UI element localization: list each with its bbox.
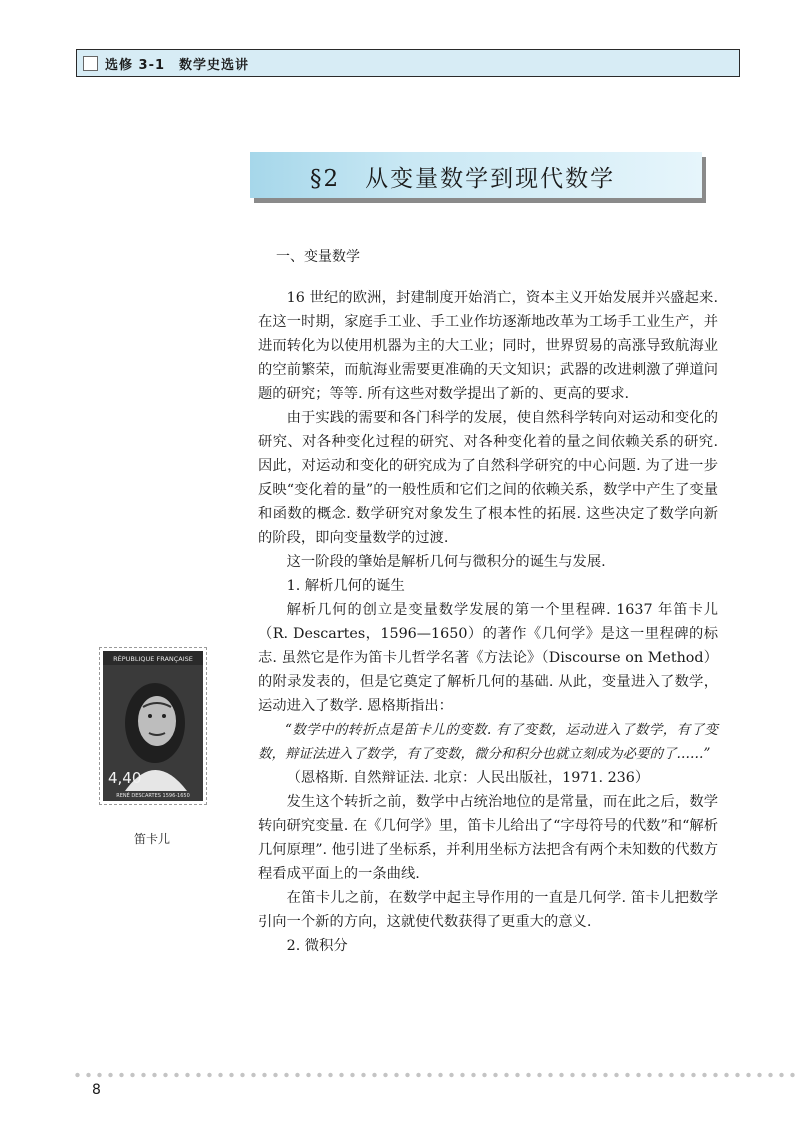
paragraph: 解析几何的创立是变量数学发展的第一个里程碑. 1637 年笛卡儿（R. Descartes，1596—1650）的著作《几何学》是这一里程碑的标志. 虽然它是作为笛卡儿哲学名著《方法论》（Discourse on Method）的附录发表的，但是它奠定了解析几何的基础. 从此，变量进入了数学，运动进入了数学. 恩格斯指出： — [258, 602, 718, 714]
chapter-header — [76, 49, 740, 77]
stamp-caption: 笛卡儿 — [134, 832, 171, 846]
stamp-value: 4,40 — [108, 769, 142, 787]
citation: （恩格斯. 自然辩证法. 北京：人民出版社，1971. 236） — [286, 770, 650, 786]
stamp-country: RÉPUBLIQUE FRANÇAISE — [113, 655, 193, 663]
header-square-icon — [83, 56, 98, 71]
footer-dotted-line — [72, 1072, 800, 1078]
section-title-banner — [250, 152, 702, 198]
paragraph: 16 世纪的欧洲，封建制度开始消亡，资本主义开始发展并兴盛起来. 在这一时期，家庭手工业、手工业作坊逐渐地改革为工场手工业生产，并进而转化为以使用机器为主的大工业；同时，世界贸易的高涨导致航海业的空前繁荣，而航海业需要更准确的天文知识；武器的改进刺激了弹道问题的研究；等等. 所有这些对数学提出了新的、更高的要求. — [258, 290, 718, 402]
subsection-heading: 一、变量数学 — [276, 249, 360, 265]
subheading-calculus: 2. 微积分 — [286, 938, 348, 954]
descartes-portrait-icon — [103, 651, 203, 801]
paragraph: 由于实践的需要和各门科学的发展，使自然科学转向对运动和变化的研究、对各种变化过程的研究、对各种变化着的量之间依赖关系的研究. 因此，对运动和变化的研究成为了自然科学研究的中心问题. 为了进一步反映“变化着的量”的一般性质和它们之间的依赖关系，数学中产生了变量和函数的概念. 数学研究对象发生了根本性的拓展. 这些决定了数学向新的阶段，即向变量数学的过渡. — [258, 410, 718, 546]
subheading-analytic-geometry: 1. 解析几何的诞生 — [286, 578, 405, 594]
descartes-stamp — [99, 647, 207, 805]
paragraph: 发生这个转折之前，数学中占统治地位的是常量，而在此之后，数学转向研究变量. 在《几何学》里，笛卡儿给出了“字母符号的代数”和“解析几何原理”. 他引进了坐标系，并利用坐标方法把含有两个未知数的代数方程看成平面上的一条曲线. — [258, 794, 718, 882]
paragraph: 在笛卡儿之前，在数学中起主导作用的一直是几何学. 笛卡儿把数学引向一个新的方向，这就使代数获得了更重大的意义. — [258, 890, 718, 930]
page-number: 8 — [92, 1082, 101, 1098]
body-text — [258, 286, 718, 958]
paragraph: 这一阶段的肇始是解析几何与微积分的诞生与发展. — [286, 554, 606, 570]
section-title: §2 从变量数学到现代数学 — [310, 166, 616, 192]
header-text: 选修 3-1 数学史选讲 — [105, 58, 250, 73]
engels-quote: “数学中的转折点是笛卡儿的变数. 有了变数，运动进入了数学，有了变数，辩证法进入了数学，有了变数，微分和积分也就立刻成为必要的了……” — [258, 722, 718, 762]
stamp-name: RENÉ DESCARTES 1596-1650 — [116, 793, 190, 799]
